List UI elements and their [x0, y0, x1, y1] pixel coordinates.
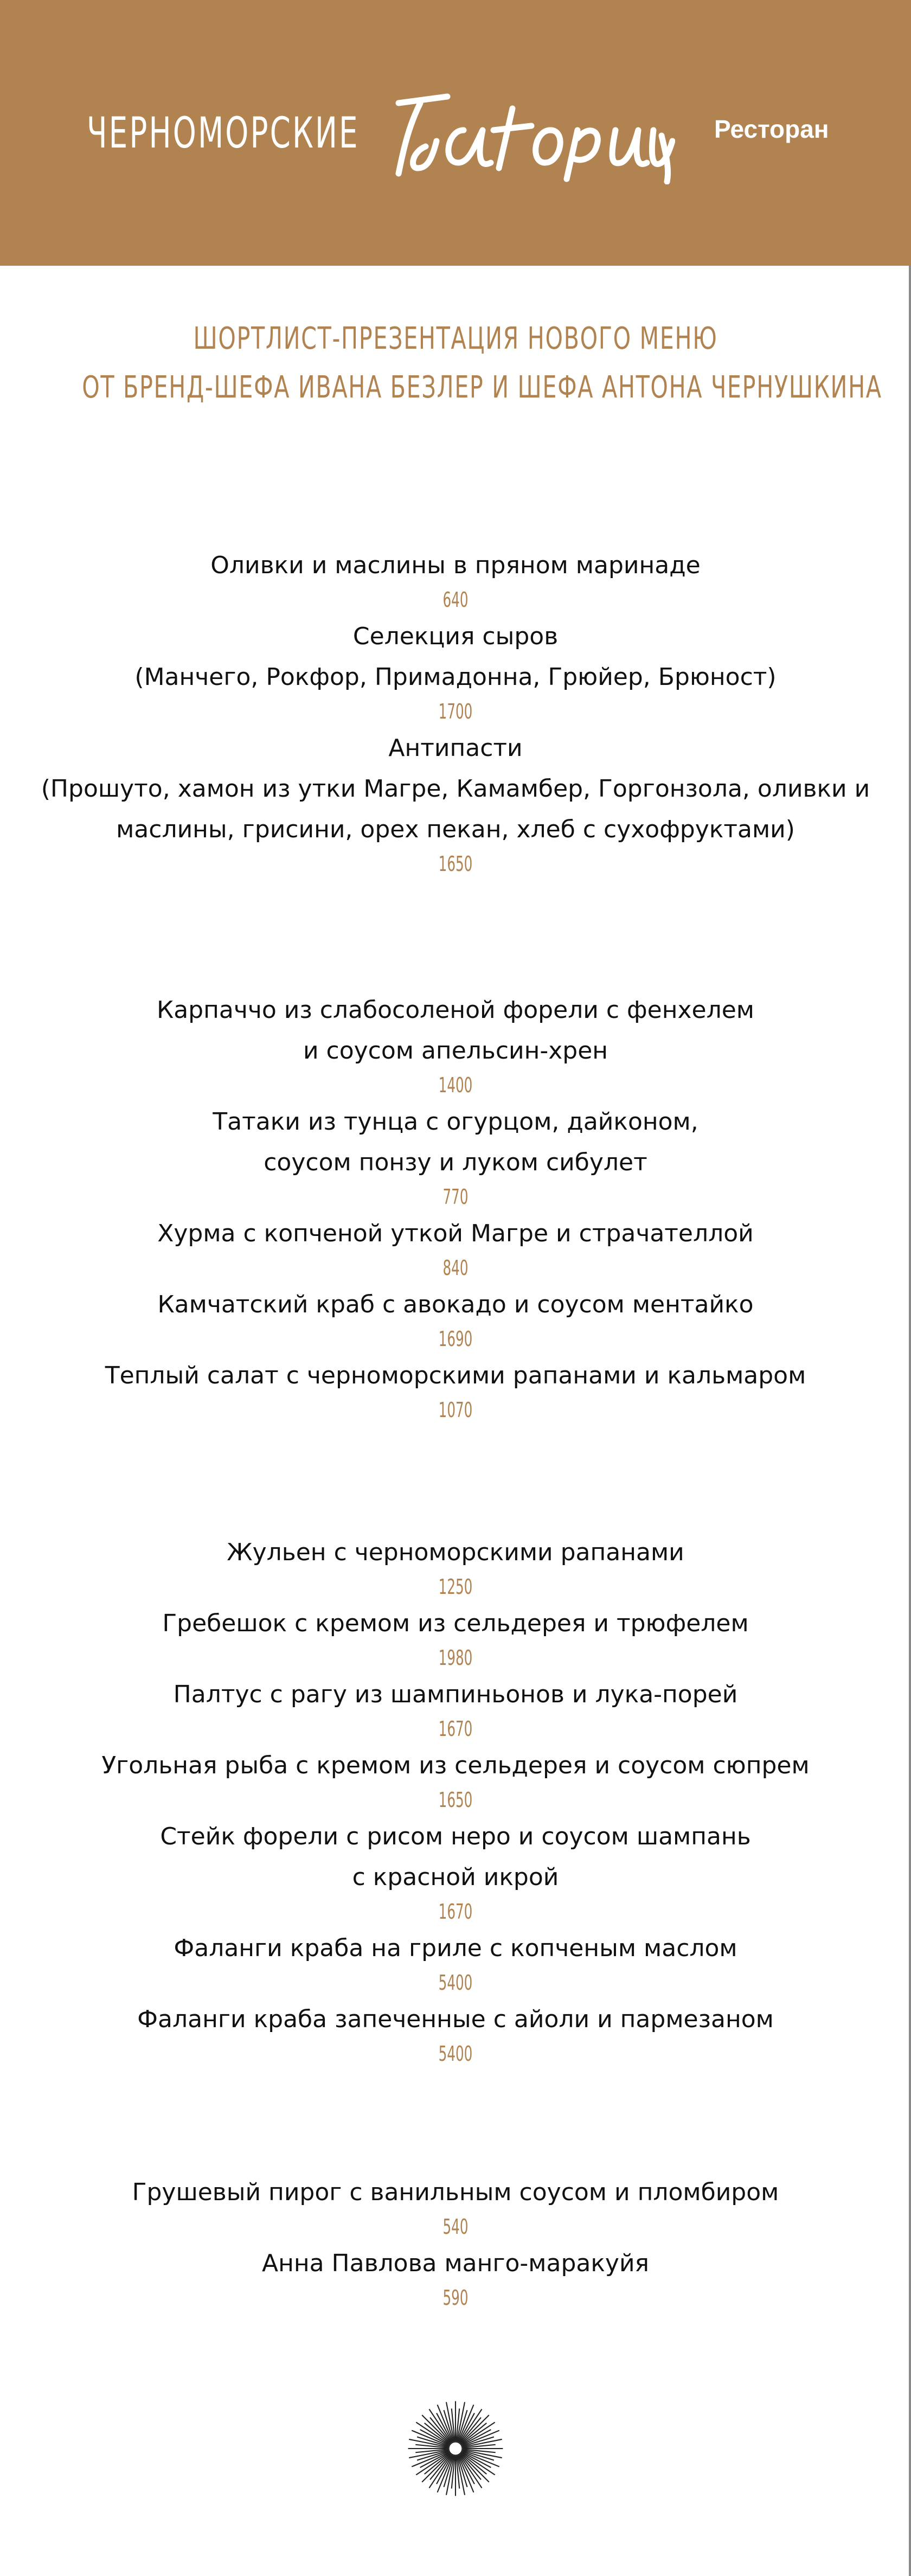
menu-item [0, 1603, 911, 1672]
dish-price: 1700 [438, 700, 473, 723]
dish-name-line: Хурма с копченой уткой Магре и страчателлой [157, 1220, 754, 1247]
brand-name-right: Ресторан [714, 115, 829, 143]
dish-price: 1650 [438, 1788, 473, 1812]
menu-section-hot-dishes [0, 1532, 911, 2070]
dish-name-line: (Прошуто, хамон из утки Магре, Камамбер, Горгонзола, оливки и [41, 775, 870, 803]
menu-item [0, 1101, 911, 1211]
dish-name-line: (Манчего, Рокфор, Примадонна, Грюйер, Брюност) [134, 663, 777, 691]
dish-name-line: и соусом апельсин-хрен [303, 1037, 608, 1065]
dish-name-line: Фаланги краба на гриле с копченым маслом [174, 1934, 737, 1962]
dish-price: 840 [442, 1256, 469, 1280]
sun-logo-icon [404, 2397, 507, 2500]
dish-name-line: Теплый салат с черноморскими рапанами и кальмаром [105, 1362, 806, 1389]
menu-item [0, 1999, 911, 2068]
dish-name-line: Карпаччо из слабосоленой форели с фенхелем [156, 996, 755, 1024]
dish-name-line: Гребешок с кремом из сельдерея и трюфелем [162, 1610, 749, 1637]
dish-price: 5400 [438, 1971, 473, 1995]
menu-item [0, 2172, 911, 2241]
menu-item [0, 1532, 911, 1601]
menu-item [0, 2243, 911, 2312]
dish-price: 1650 [438, 852, 473, 876]
dish-name-line: Анна Павлова манго-маракуйя [261, 2250, 650, 2277]
subtitle-line-1: ШОРТЛИСТ-ПРЕЗЕНТАЦИЯ НОВОГО МЕНЮ [193, 321, 718, 356]
dish-price: 1400 [438, 1073, 473, 1097]
menu-subtitle [0, 315, 911, 412]
dish-price: 540 [442, 2215, 469, 2239]
menu-item [0, 1213, 911, 1282]
dish-name-line: Палтус с рагу из шампиньонов и лука-порей [173, 1681, 738, 1708]
menu-item [0, 728, 911, 878]
dish-name-line: Селекция сыров [352, 623, 559, 650]
menu-item [0, 1816, 911, 1926]
menu-item [0, 545, 911, 614]
dish-price: 1070 [438, 1398, 473, 1422]
dish-price: 1670 [438, 1717, 473, 1741]
dish-name-line: с красной икрой [352, 1863, 559, 1891]
dish-price: 1980 [438, 1646, 473, 1670]
dish-price: 1670 [438, 1900, 473, 1924]
menu-item [0, 1745, 911, 1814]
dish-name-line: Антипасти [388, 734, 523, 762]
dish-price: 640 [442, 588, 469, 612]
menu-item [0, 990, 911, 1099]
subtitle-line-2: ОТ БРЕНД-ШЕФА ИВАНА БЕЗЛЕР И ШЕФА АНТОНА ЧЕРНУШКИНА [82, 370, 882, 405]
dish-price: 5400 [438, 2042, 473, 2066]
menu-item [0, 1928, 911, 1997]
menu-item [0, 1284, 911, 1353]
dish-price: 770 [442, 1185, 469, 1209]
dish-name-line: Грушевый пирог с ванильным соусом и пломбиром [132, 2178, 779, 2206]
dish-name-line: соусом понзу и луком сибулет [264, 1149, 647, 1176]
menu-section-desserts [0, 2172, 911, 2314]
dish-name-line: Татаки из тунца с огурцом, дайконом, [213, 1108, 698, 1136]
dish-name-line: Жульен с черноморскими рапанами [227, 1539, 684, 1566]
dish-name-line: Камчатский краб с авокадо и соусом ментайко [157, 1291, 754, 1318]
dish-name-line: Оливки и маслины в пряном маринаде [210, 552, 701, 579]
dish-name-line: Угольная рыба с кремом из сельдерея и соусом сюпрем [101, 1752, 810, 1779]
brand-script-logo [388, 87, 675, 184]
dish-name-line: Фаланги краба запеченные с айоли и пармезаном [137, 2005, 774, 2033]
menu-item [0, 1355, 911, 1424]
dish-price: 590 [442, 2286, 469, 2310]
dish-name-line: маслины, грисини, орех пекан, хлеб с сухофруктами) [116, 816, 795, 843]
dish-name-line: Стейк форели с рисом неро и соусом шампань [160, 1823, 751, 1850]
menu-section-cold-dishes [0, 990, 911, 1426]
brand-name-left: ЧЕРНОМОРСКИЕ [87, 109, 360, 158]
dish-price: 1250 [438, 1575, 473, 1599]
menu-section-starters [0, 545, 911, 880]
menu-item [0, 1674, 911, 1743]
header-banner [0, 0, 911, 266]
menu-item [0, 616, 911, 726]
dish-price: 1690 [438, 1327, 473, 1351]
